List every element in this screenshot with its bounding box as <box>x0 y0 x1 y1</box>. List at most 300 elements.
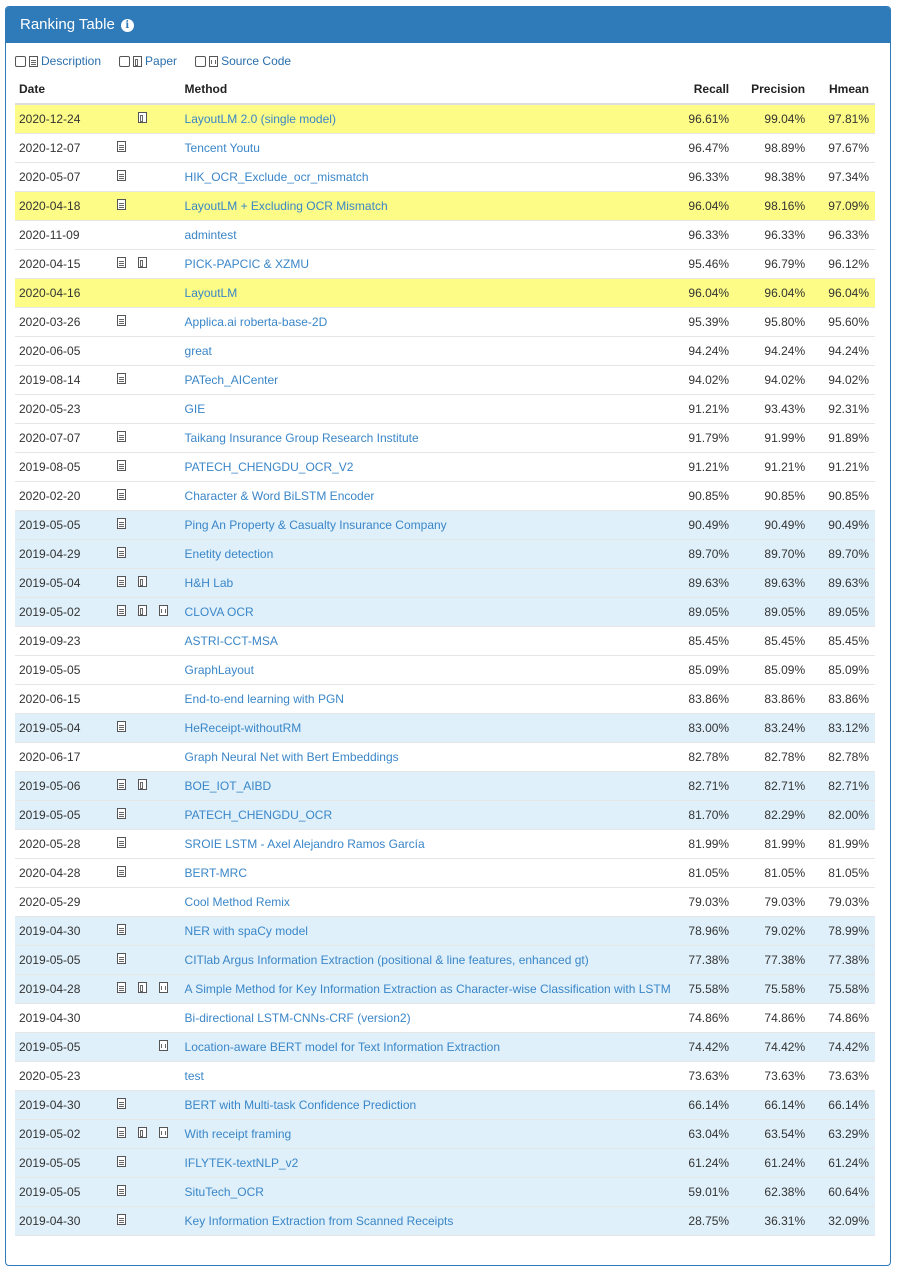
row-precision: 79.02% <box>735 917 811 946</box>
row-hmean: 94.02% <box>811 366 875 395</box>
row-hmean: 60.64% <box>811 1178 875 1207</box>
row-precision: 63.54% <box>735 1120 811 1149</box>
row-date: 2020-03-26 <box>15 308 111 337</box>
row-icons <box>111 1004 181 1033</box>
row-precision: 82.71% <box>735 772 811 801</box>
icon-slot <box>111 837 132 851</box>
row-date: 2020-02-20 <box>15 482 111 511</box>
row-icons <box>111 801 181 830</box>
row-recall: 91.21% <box>675 395 735 424</box>
description-icon <box>29 56 38 67</box>
row-icons <box>111 511 181 540</box>
row-icons <box>111 250 181 279</box>
row-hmean: 63.29% <box>811 1120 875 1149</box>
panel-header <box>6 7 890 43</box>
icon-slot <box>111 953 132 967</box>
legend-description[interactable] <box>15 54 101 68</box>
row-icons <box>111 888 181 917</box>
description-icon[interactable] <box>117 779 126 790</box>
row-recall: 89.05% <box>675 598 735 627</box>
row-recall: 81.70% <box>675 801 735 830</box>
icon-slot <box>111 518 132 532</box>
row-precision: 91.21% <box>735 453 811 482</box>
table-row[interactable] <box>15 1178 875 1207</box>
row-icons <box>111 627 181 656</box>
row-method-link[interactable]: LayoutLM <box>181 279 675 308</box>
row-icons <box>111 1120 181 1149</box>
row-hmean: 81.05% <box>811 859 875 888</box>
icon-slot <box>153 982 174 996</box>
row-precision: 96.33% <box>735 221 811 250</box>
icon-slot <box>111 547 132 561</box>
row-precision: 93.43% <box>735 395 811 424</box>
row-precision: 62.38% <box>735 1178 811 1207</box>
row-hmean: 66.14% <box>811 1091 875 1120</box>
row-icons <box>111 1062 181 1091</box>
table-row[interactable] <box>15 337 875 366</box>
row-hmean: 74.42% <box>811 1033 875 1062</box>
row-icons <box>111 1033 181 1062</box>
row-date: 2020-05-23 <box>15 395 111 424</box>
row-hmean: 89.70% <box>811 540 875 569</box>
row-recall: 94.24% <box>675 337 735 366</box>
table-row[interactable] <box>15 830 875 859</box>
row-date: 2019-04-30 <box>15 1207 111 1236</box>
table-row[interactable] <box>15 221 875 250</box>
icon-slot <box>111 721 132 735</box>
row-icons <box>111 743 181 772</box>
row-icons <box>111 859 181 888</box>
row-precision: 89.70% <box>735 540 811 569</box>
row-precision: 94.24% <box>735 337 811 366</box>
icon-slot <box>132 779 153 793</box>
row-icons <box>111 221 181 250</box>
row-date: 2019-05-05 <box>15 1149 111 1178</box>
legend-paper[interactable] <box>119 54 177 68</box>
row-date: 2019-05-05 <box>15 656 111 685</box>
table-row[interactable] <box>15 1004 875 1033</box>
row-icons <box>111 656 181 685</box>
row-method-link[interactable]: Applica.ai roberta-base-2D <box>181 308 675 337</box>
table-row[interactable] <box>15 482 875 511</box>
row-recall: 95.39% <box>675 308 735 337</box>
icon-slot <box>111 605 132 619</box>
row-hmean: 90.85% <box>811 482 875 511</box>
row-method-link[interactable]: Location-aware BERT model for Text Information Extraction <box>181 1033 675 1062</box>
row-recall: 83.86% <box>675 685 735 714</box>
row-date: 2019-05-06 <box>15 772 111 801</box>
icon-slot <box>132 257 153 271</box>
table-row[interactable] <box>15 1149 875 1178</box>
row-hmean: 92.31% <box>811 395 875 424</box>
icon-slot <box>132 982 153 996</box>
description-icon[interactable] <box>117 489 126 500</box>
row-precision: 79.03% <box>735 888 811 917</box>
row-date: 2019-08-14 <box>15 366 111 395</box>
row-precision: 98.38% <box>735 163 811 192</box>
checkbox-icon[interactable] <box>195 56 206 67</box>
row-method-link[interactable]: A Simple Method for Key Information Extraction as Character-wise Classification with LSTM <box>181 975 675 1004</box>
table-row[interactable] <box>15 801 875 830</box>
row-method-link[interactable]: PATech_AICenter <box>181 366 675 395</box>
row-icons <box>111 482 181 511</box>
row-method-link[interactable]: IFLYTEK-textNLP_v2 <box>181 1149 675 1178</box>
row-icons <box>111 163 181 192</box>
row-precision: 36.31% <box>735 1207 811 1236</box>
paper-icon[interactable] <box>138 257 147 268</box>
table-row[interactable] <box>15 946 875 975</box>
row-hmean: 32.09% <box>811 1207 875 1236</box>
row-recall: 96.47% <box>675 134 735 163</box>
icon-slot <box>153 1040 174 1054</box>
row-icons <box>111 424 181 453</box>
row-method-link[interactable]: Key Information Extraction from Scanned Receipts <box>181 1207 675 1236</box>
table-row[interactable] <box>15 163 875 192</box>
row-recall: 91.21% <box>675 453 735 482</box>
row-recall: 81.05% <box>675 859 735 888</box>
description-icon[interactable] <box>117 866 126 877</box>
column-header-date[interactable]: Date <box>15 75 111 104</box>
table-row[interactable] <box>15 134 875 163</box>
row-date: 2020-12-07 <box>15 134 111 163</box>
table-row[interactable] <box>15 627 875 656</box>
row-method-link[interactable]: Cool Method Remix <box>181 888 675 917</box>
column-header-hmean[interactable]: Hmean <box>811 75 875 104</box>
row-precision: 77.38% <box>735 946 811 975</box>
icon-slot <box>111 460 132 474</box>
table-header-row <box>15 75 875 104</box>
row-hmean: 97.67% <box>811 134 875 163</box>
icon-slot <box>111 489 132 503</box>
row-recall: 73.63% <box>675 1062 735 1091</box>
row-icons <box>111 308 181 337</box>
row-hmean: 97.81% <box>811 104 875 134</box>
table-row[interactable] <box>15 598 875 627</box>
row-icons <box>111 134 181 163</box>
table-body <box>15 104 875 1236</box>
row-date: 2019-05-02 <box>15 598 111 627</box>
paper-icon[interactable] <box>138 1127 147 1138</box>
table-row[interactable] <box>15 743 875 772</box>
checkbox-icon[interactable] <box>15 56 26 67</box>
description-icon[interactable] <box>117 170 126 181</box>
legend <box>15 54 291 68</box>
source-code-icon[interactable] <box>159 1040 168 1051</box>
row-method-link[interactable]: CLOVA OCR <box>181 598 675 627</box>
row-recall: 78.96% <box>675 917 735 946</box>
icon-slot <box>111 315 132 329</box>
row-precision: 81.05% <box>735 859 811 888</box>
table-row[interactable] <box>15 859 875 888</box>
row-recall: 74.42% <box>675 1033 735 1062</box>
table-row[interactable] <box>15 308 875 337</box>
table-row[interactable] <box>15 569 875 598</box>
row-precision: 82.78% <box>735 743 811 772</box>
row-precision: 82.29% <box>735 801 811 830</box>
row-hmean: 96.12% <box>811 250 875 279</box>
row-date: 2019-05-05 <box>15 511 111 540</box>
row-method-link[interactable]: PICK-PAPCIC & XZMU <box>181 250 675 279</box>
row-method-link[interactable]: NER with spaCy model <box>181 917 675 946</box>
description-icon[interactable] <box>117 1156 126 1167</box>
row-hmean: 83.86% <box>811 685 875 714</box>
table-row[interactable] <box>15 104 875 134</box>
paper-icon[interactable] <box>138 576 147 587</box>
column-header-recall[interactable]: Recall <box>675 75 735 104</box>
row-recall: 82.71% <box>675 772 735 801</box>
row-method-link[interactable]: PATECH_CHENGDU_OCR <box>181 801 675 830</box>
table-row[interactable] <box>15 1091 875 1120</box>
row-hmean: 91.21% <box>811 453 875 482</box>
row-icons <box>111 830 181 859</box>
row-method-link[interactable]: admintest <box>181 221 675 250</box>
row-date: 2019-05-05 <box>15 946 111 975</box>
row-icons <box>111 192 181 221</box>
row-method-link[interactable]: Tencent Youtu <box>181 134 675 163</box>
table-row[interactable] <box>15 250 875 279</box>
description-icon[interactable] <box>117 141 126 152</box>
row-recall: 82.78% <box>675 743 735 772</box>
description-icon[interactable] <box>117 518 126 529</box>
icon-slot <box>111 373 132 387</box>
row-icons <box>111 598 181 627</box>
description-icon[interactable] <box>117 808 126 819</box>
description-icon[interactable] <box>117 953 126 964</box>
row-method-link[interactable]: SROIE LSTM - Axel Alejandro Ramos García <box>181 830 675 859</box>
table-row[interactable] <box>15 1207 875 1236</box>
legend-source-code[interactable] <box>195 54 291 68</box>
row-date: 2020-04-18 <box>15 192 111 221</box>
table-row[interactable] <box>15 1120 875 1149</box>
row-method-link[interactable]: BERT with Multi-task Confidence Prediction <box>181 1091 675 1120</box>
row-icons <box>111 714 181 743</box>
row-method-link[interactable]: GIE <box>181 395 675 424</box>
row-method-link[interactable]: H&H Lab <box>181 569 675 598</box>
row-precision: 91.99% <box>735 424 811 453</box>
legend-source-code-label: Source Code <box>221 54 292 68</box>
row-method-link[interactable]: test <box>181 1062 675 1091</box>
table-row[interactable] <box>15 279 875 308</box>
row-method-link[interactable]: Character & Word BiLSTM Encoder <box>181 482 675 511</box>
row-recall: 61.24% <box>675 1149 735 1178</box>
description-icon[interactable] <box>117 1214 126 1225</box>
panel-title: Ranking Table <box>20 16 115 33</box>
row-hmean: 77.38% <box>811 946 875 975</box>
row-recall: 81.99% <box>675 830 735 859</box>
icon-slot <box>132 1127 153 1141</box>
row-precision: 89.63% <box>735 569 811 598</box>
source-code-icon[interactable] <box>159 982 168 993</box>
row-method-link[interactable]: PATECH_CHENGDU_OCR_V2 <box>181 453 675 482</box>
row-precision: 66.14% <box>735 1091 811 1120</box>
description-icon[interactable] <box>117 547 126 558</box>
row-hmean: 82.78% <box>811 743 875 772</box>
row-icons <box>111 569 181 598</box>
table-row[interactable] <box>15 1062 875 1091</box>
row-method-link[interactable]: LayoutLM 2.0 (single model) <box>181 104 675 134</box>
icon-slot <box>111 982 132 996</box>
paper-icon[interactable] <box>138 779 147 790</box>
row-method-link[interactable]: End-to-end learning with PGN <box>181 685 675 714</box>
table-row[interactable] <box>15 656 875 685</box>
paper-icon[interactable] <box>138 112 147 123</box>
description-icon[interactable] <box>117 982 126 993</box>
description-icon[interactable] <box>117 257 126 268</box>
table-row[interactable] <box>15 395 875 424</box>
table-row[interactable] <box>15 366 875 395</box>
description-icon[interactable] <box>117 460 126 471</box>
row-hmean: 61.24% <box>811 1149 875 1178</box>
row-recall: 96.61% <box>675 104 735 134</box>
column-header-precision[interactable]: Precision <box>735 75 811 104</box>
table-row[interactable] <box>15 453 875 482</box>
icon-slot <box>111 779 132 793</box>
description-icon[interactable] <box>117 315 126 326</box>
table-row[interactable] <box>15 888 875 917</box>
row-method-link[interactable]: great <box>181 337 675 366</box>
table-row[interactable] <box>15 975 875 1004</box>
row-precision: 98.89% <box>735 134 811 163</box>
icon-slot <box>111 431 132 445</box>
row-icons <box>111 1149 181 1178</box>
row-precision: 90.49% <box>735 511 811 540</box>
source-code-icon[interactable] <box>159 1127 168 1138</box>
row-icons <box>111 337 181 366</box>
row-recall: 91.79% <box>675 424 735 453</box>
table-row[interactable] <box>15 917 875 946</box>
row-method-link[interactable]: Taikang Insurance Group Research Institute <box>181 424 675 453</box>
description-icon[interactable] <box>117 605 126 616</box>
table-row[interactable] <box>15 714 875 743</box>
row-precision: 74.86% <box>735 1004 811 1033</box>
row-precision: 99.04% <box>735 104 811 134</box>
row-icons <box>111 366 181 395</box>
row-hmean: 73.63% <box>811 1062 875 1091</box>
table-row[interactable] <box>15 511 875 540</box>
description-icon[interactable] <box>117 199 126 210</box>
table-row[interactable] <box>15 685 875 714</box>
icon-slot <box>111 1214 132 1228</box>
row-method-link[interactable]: HeReceipt-withoutRM <box>181 714 675 743</box>
row-precision: 85.09% <box>735 656 811 685</box>
row-recall: 79.03% <box>675 888 735 917</box>
row-recall: 96.33% <box>675 221 735 250</box>
description-icon[interactable] <box>117 1127 126 1138</box>
row-recall: 96.04% <box>675 192 735 221</box>
row-hmean: 97.34% <box>811 163 875 192</box>
row-recall: 90.85% <box>675 482 735 511</box>
icon-slot <box>111 808 132 822</box>
row-method-link[interactable]: Enetity detection <box>181 540 675 569</box>
ranking-table <box>15 75 875 1236</box>
row-precision: 81.99% <box>735 830 811 859</box>
paper-icon[interactable] <box>138 605 147 616</box>
row-date: 2020-12-24 <box>15 104 111 134</box>
row-hmean: 78.99% <box>811 917 875 946</box>
row-hmean: 89.63% <box>811 569 875 598</box>
row-precision: 85.45% <box>735 627 811 656</box>
row-recall: 95.46% <box>675 250 735 279</box>
row-method-link[interactable]: CITlab Argus Information Extraction (positional & line features, enhanced gt) <box>181 946 675 975</box>
row-method-link[interactable]: Graph Neural Net with Bert Embeddings <box>181 743 675 772</box>
column-header-icons <box>111 75 181 104</box>
description-icon[interactable] <box>117 721 126 732</box>
table-row[interactable] <box>15 540 875 569</box>
paper-icon[interactable] <box>138 982 147 993</box>
row-precision: 83.86% <box>735 685 811 714</box>
row-method-link[interactable]: BOE_IOT_AIBD <box>181 772 675 801</box>
row-hmean: 79.03% <box>811 888 875 917</box>
row-method-link[interactable]: ASTRI-CCT-MSA <box>181 627 675 656</box>
description-icon[interactable] <box>117 431 126 442</box>
row-date: 2019-09-23 <box>15 627 111 656</box>
row-recall: 83.00% <box>675 714 735 743</box>
row-method-link[interactable]: With receipt framing <box>181 1120 675 1149</box>
icon-slot <box>111 1156 132 1170</box>
row-hmean: 97.09% <box>811 192 875 221</box>
row-recall: 96.04% <box>675 279 735 308</box>
row-method-link[interactable]: LayoutLM + Excluding OCR Mismatch <box>181 192 675 221</box>
description-icon[interactable] <box>117 576 126 587</box>
row-precision: 83.24% <box>735 714 811 743</box>
row-hmean: 74.86% <box>811 1004 875 1033</box>
description-icon[interactable] <box>117 1185 126 1196</box>
row-precision: 90.85% <box>735 482 811 511</box>
row-precision: 61.24% <box>735 1149 811 1178</box>
row-icons <box>111 279 181 308</box>
legend-paper-label: Paper <box>145 54 178 68</box>
column-header-method[interactable]: Method <box>181 75 675 104</box>
row-date: 2019-04-29 <box>15 540 111 569</box>
row-hmean: 94.24% <box>811 337 875 366</box>
table-row[interactable] <box>15 424 875 453</box>
source-code-icon[interactable] <box>159 605 168 616</box>
row-precision: 96.79% <box>735 250 811 279</box>
description-icon[interactable] <box>117 373 126 384</box>
row-date: 2019-05-05 <box>15 1178 111 1207</box>
row-method-link[interactable]: BERT-MRC <box>181 859 675 888</box>
icon-slot <box>111 1098 132 1112</box>
row-recall: 89.70% <box>675 540 735 569</box>
table-row[interactable] <box>15 772 875 801</box>
row-method-link[interactable]: Bi-directional LSTM-CNNs-CRF (version2) <box>181 1004 675 1033</box>
description-icon[interactable] <box>117 1098 126 1109</box>
row-method-link[interactable]: GraphLayout <box>181 656 675 685</box>
row-precision: 98.16% <box>735 192 811 221</box>
checkbox-icon[interactable] <box>119 56 130 67</box>
row-date: 2020-05-07 <box>15 163 111 192</box>
icon-slot <box>111 1185 132 1199</box>
table-row[interactable] <box>15 192 875 221</box>
row-icons <box>111 1207 181 1236</box>
row-hmean: 89.05% <box>811 598 875 627</box>
info-icon[interactable]: i <box>121 19 134 32</box>
row-recall: 96.33% <box>675 163 735 192</box>
row-method-link[interactable]: HIK_OCR_Exclude_ocr_mismatch <box>181 163 675 192</box>
row-recall: 74.86% <box>675 1004 735 1033</box>
row-method-link[interactable]: Ping An Property & Casualty Insurance Company <box>181 511 675 540</box>
row-recall: 59.01% <box>675 1178 735 1207</box>
row-hmean: 91.89% <box>811 424 875 453</box>
row-hmean: 75.58% <box>811 975 875 1004</box>
icon-slot <box>111 924 132 938</box>
row-precision: 75.58% <box>735 975 811 1004</box>
table-row[interactable] <box>15 1033 875 1062</box>
description-icon[interactable] <box>117 924 126 935</box>
description-icon[interactable] <box>117 837 126 848</box>
row-recall: 94.02% <box>675 366 735 395</box>
row-method-link[interactable]: SituTech_OCR <box>181 1178 675 1207</box>
